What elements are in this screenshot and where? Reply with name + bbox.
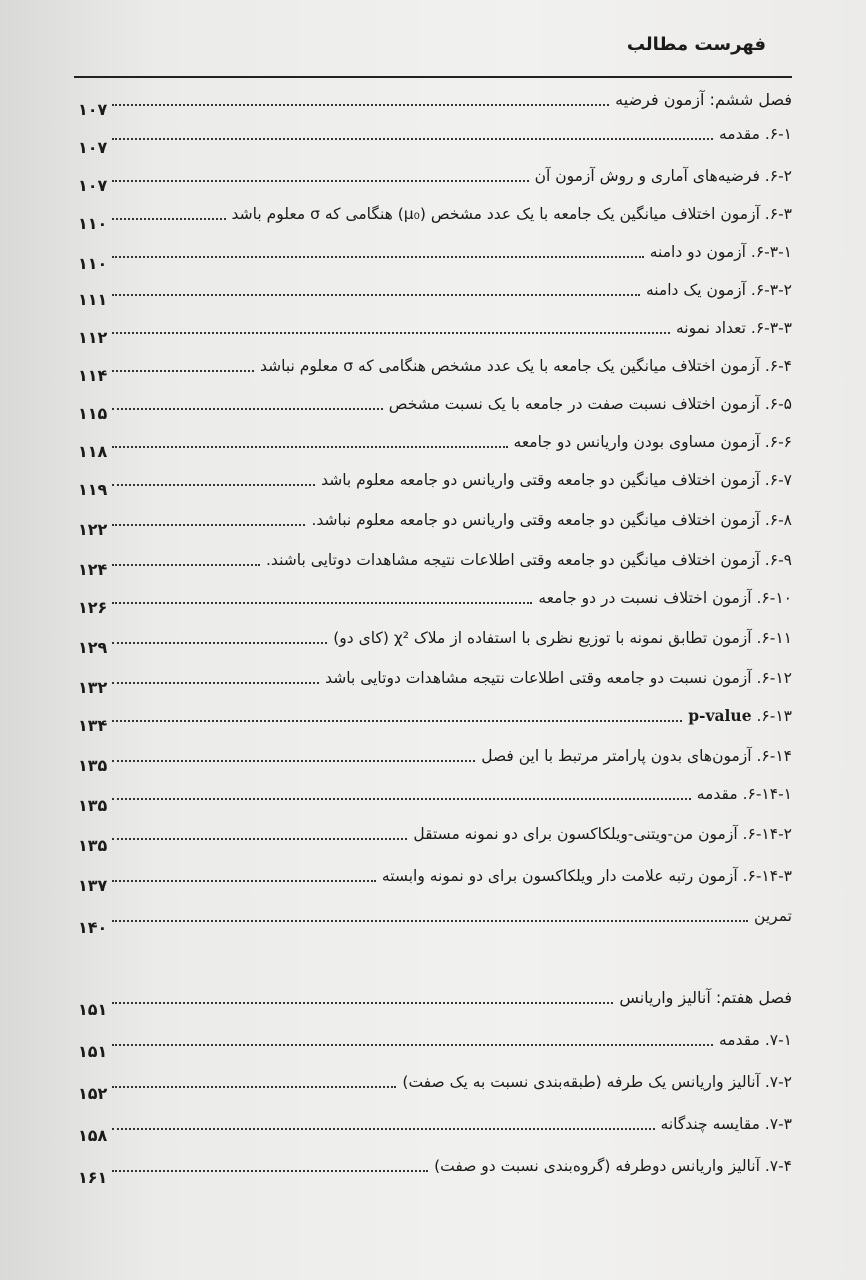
dot-leader xyxy=(112,919,748,922)
toc-entry-page: ۱۳۴ xyxy=(78,716,108,735)
toc-entry-page: ۱۲۲ xyxy=(78,520,108,539)
toc-entry-page: ۱۱۵ xyxy=(78,404,108,423)
toc-entry-page: ۱۲۹ xyxy=(78,638,108,657)
toc-entry-page: ۱۰۷ xyxy=(78,100,108,119)
toc-entry-label: ۶-۶. آزمون مساوی بودن واریانس دو جامعه xyxy=(513,433,792,451)
toc-entry[interactable] xyxy=(112,820,792,848)
dot-leader xyxy=(112,1043,713,1046)
toc-entry-label: ۷-۳. مقایسه چندگانه xyxy=(660,1115,792,1133)
toc-entry-label: فصل ششم: آزمون فرضیه xyxy=(615,90,792,109)
toc-entry-page: ۱۵۱ xyxy=(78,1042,108,1061)
toc-entry[interactable] xyxy=(112,862,792,890)
toc-entry-label: تمرین xyxy=(754,907,792,925)
toc-entry[interactable] xyxy=(112,466,792,494)
toc-entry-label: ۶-۳-۱. آزمون دو دامنه xyxy=(649,243,792,261)
toc-entry-page: ۱۲۶ xyxy=(78,598,108,617)
dot-leader xyxy=(112,879,376,882)
dot-leader xyxy=(112,293,640,296)
toc-entry[interactable] xyxy=(112,238,792,266)
toc-entry[interactable] xyxy=(112,506,792,534)
toc-entry[interactable] xyxy=(112,624,792,652)
toc-entry-page: ۱۳۵ xyxy=(78,796,108,815)
dot-leader xyxy=(112,641,327,644)
toc-entry-label: ۶-۱۱. آزمون تطابق نمونه با توزیع نظری با استفاده از ملاک χ² (کای دو) xyxy=(333,629,792,647)
toc-entry-page: ۱۱۹ xyxy=(78,480,108,499)
toc-entry[interactable] xyxy=(112,584,792,612)
dot-leader xyxy=(112,601,532,604)
dot-leader xyxy=(112,483,315,486)
dot-leader xyxy=(112,255,644,258)
toc-entry-label: ۶-۳. آزمون اختلاف میانگین یک جامعه با یک عدد مشخص (μ₀) هنگامی که σ معلوم باشد xyxy=(231,205,792,223)
toc-entry[interactable] xyxy=(112,352,792,380)
dot-leader xyxy=(112,407,383,410)
dot-leader xyxy=(112,179,529,182)
toc-entry-label: ۶-۹. آزمون اختلاف میانگین دو جامعه وقتی اطلاعات نتیجه مشاهدات دوتایی باشند. xyxy=(266,551,792,569)
toc-entry[interactable] xyxy=(112,162,792,190)
toc-entry[interactable] xyxy=(112,1068,792,1096)
toc-entry-label-code: p-value xyxy=(688,706,752,725)
toc-entry[interactable] xyxy=(112,1152,792,1180)
toc-entry-chapter-7[interactable] xyxy=(112,984,792,1012)
toc-entry[interactable] xyxy=(112,546,792,574)
toc-entry-label: ۶-۱۴-۳. آزمون رتبه علامت دار ویلکاکسون برای دو نمونه وابسته xyxy=(381,867,792,885)
toc-entry[interactable] xyxy=(112,702,792,730)
toc-entry-label: ۶-۲. فرضیه‌های آماری و روش آزمون آن xyxy=(534,167,792,185)
toc-entry-page: ۱۶۱ xyxy=(78,1168,108,1187)
dot-leader xyxy=(112,137,713,140)
toc-entry[interactable] xyxy=(112,742,792,770)
toc-entry[interactable] xyxy=(112,428,792,456)
toc-entry-chapter-6[interactable] xyxy=(112,86,792,114)
toc-entry-label: ۷-۱. مقدمه xyxy=(719,1031,792,1049)
dot-leader xyxy=(112,719,682,722)
dot-leader xyxy=(112,1085,396,1088)
dot-leader xyxy=(112,523,305,526)
dot-leader xyxy=(112,1001,613,1004)
toc-entry[interactable] xyxy=(112,664,792,692)
toc-entry-label: فصل هفتم: آنالیز واریانس xyxy=(619,988,792,1007)
toc-entry-page: ۱۳۲ xyxy=(78,678,108,697)
toc-entry-label: ۶-۱۴. آزمون‌های بدون پارامتر مرتبط با این فصل xyxy=(481,747,792,765)
toc-entry-page: ۱۴۰ xyxy=(78,918,108,937)
toc-entry-page: ۱۵۱ xyxy=(78,1000,108,1019)
dot-leader xyxy=(112,681,319,684)
toc-entry-label: ۷-۲. آنالیز واریانس یک طرفه (طبقه‌بندی نسبت به یک صفت) xyxy=(402,1073,792,1091)
toc-entry-label: ۶-۳-۳. تعداد نمونه xyxy=(676,319,792,337)
toc-entry-label: ۶-۸. آزمون اختلاف میانگین دو جامعه وقتی واریانس دو جامعه معلوم نباشد. xyxy=(311,511,792,529)
dot-leader xyxy=(112,759,475,762)
toc-entry-label: ۶-۱۰. آزمون اختلاف نسبت در دو جامعه xyxy=(538,589,792,607)
toc-entry-label xyxy=(682,702,792,730)
toc-entry-label: ۶-۳-۲. آزمون یک دامنه xyxy=(645,281,792,299)
dot-leader xyxy=(112,217,226,220)
toc-entry-label: ۶-۷. آزمون اختلاف میانگین دو جامعه وقتی واریانس دو جامعه معلوم باشد xyxy=(321,471,792,489)
toc-entry-page: ۱۱۰ xyxy=(78,254,108,273)
toc-entry-label: ۷-۴. آنالیز واریانس دوطرفه (گروه‌بندی نسبت دو صفت) xyxy=(434,1157,792,1175)
dot-leader xyxy=(112,797,691,800)
dot-leader xyxy=(112,563,260,566)
toc-entry[interactable] xyxy=(112,276,792,304)
toc-entry[interactable] xyxy=(112,314,792,342)
toc-entry-page: ۱۳۷ xyxy=(78,876,108,895)
dot-leader xyxy=(112,837,407,840)
toc-entry[interactable] xyxy=(112,780,792,808)
toc-entry-page: ۱۵۲ xyxy=(78,1084,108,1103)
toc-entry-label: ۶-۱۴-۱. مقدمه xyxy=(696,785,792,803)
toc-entry[interactable] xyxy=(112,200,792,228)
toc-entry-page: ۱۱۱ xyxy=(78,290,108,309)
toc-entry[interactable] xyxy=(112,390,792,418)
toc-entry-label-prefix: ۶-۱۳. xyxy=(751,707,792,725)
page-title: فهرست مطالب xyxy=(626,34,766,55)
toc-entry-label: ۶-۱۴-۲. آزمون من-ویتنی-ویلکاکسون برای دو نمونه مستقل xyxy=(413,825,792,843)
toc-entry-label: ۶-۱. مقدمه xyxy=(719,125,792,143)
toc-entry-label: ۶-۵. آزمون اختلاف نسبت صفت در جامعه با یک نسبت مشخص xyxy=(388,395,792,413)
toc-entry-page: ۱۱۲ xyxy=(78,328,108,347)
toc-entry-page: ۱۵۸ xyxy=(78,1126,108,1145)
toc-entry-page: ۱۳۵ xyxy=(78,756,108,775)
dot-leader xyxy=(112,331,670,334)
dot-leader xyxy=(112,445,508,448)
toc-entry[interactable] xyxy=(112,1110,792,1138)
dot-leader xyxy=(112,1169,428,1172)
toc-entry[interactable] xyxy=(112,1026,792,1054)
toc-entry-label: ۶-۴. آزمون اختلاف میانگین یک جامعه با یک عدد مشخص هنگامی که σ معلوم نباشد xyxy=(259,357,792,375)
toc-entry[interactable] xyxy=(112,120,792,148)
toc-entry-page: ۱۱۸ xyxy=(78,442,108,461)
toc-entry-exercises[interactable] xyxy=(112,902,792,930)
dot-leader xyxy=(112,369,254,372)
dot-leader xyxy=(112,1127,655,1130)
toc-entry-page: ۱۳۵ xyxy=(78,836,108,855)
toc-entry-page: ۱۱۰ xyxy=(78,214,108,233)
toc-entry-page: ۱۲۴ xyxy=(78,560,108,579)
toc-entry-page: ۱۰۷ xyxy=(78,176,108,195)
toc-entry-label: ۶-۱۲. آزمون نسبت دو جامعه وقتی اطلاعات نتیجه مشاهدات دوتایی باشد xyxy=(325,669,792,687)
dot-leader xyxy=(112,103,609,106)
toc-entry-page: ۱۰۷ xyxy=(78,138,108,157)
toc-entry-page: ۱۱۴ xyxy=(78,366,108,385)
